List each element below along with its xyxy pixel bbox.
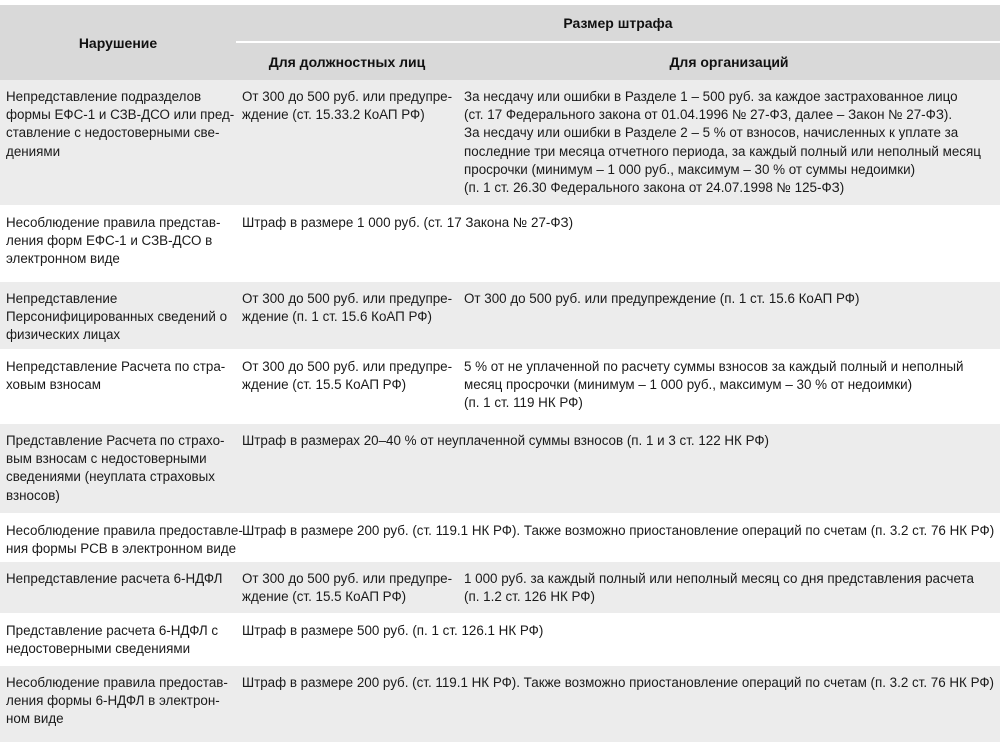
fine-merged-cell-line: Штраф в размере 1 000 руб. (ст. 17 Закона № 27-ФЗ) — [242, 215, 574, 230]
table-row — [0, 424, 1000, 514]
violation-cell-line: Непредставление подразделов — [6, 89, 202, 104]
violation-cell-line: ном виде — [6, 711, 64, 727]
organizations-fine-cell-line: (п. 1 ст. 26.30 Федерального закона от 24.07.1998 № 125-ФЗ) — [464, 180, 845, 196]
violation-cell-line: дениями — [6, 143, 61, 159]
violation-cell-line: ставление с недостоверными све- — [6, 125, 220, 141]
organizations-fine-cell-line: (п. 1 ст. 119 НК РФ) — [464, 395, 583, 411]
violation-cell-line: ления форм ЕФС-1 и СЗВ-ДСО в — [6, 233, 213, 249]
organizations-fine-cell — [458, 562, 1000, 613]
violation-cell — [0, 282, 236, 349]
organizations-fine-cell-line: последние три месяца отчетного периода, за каждый полный или неполный месяц — [464, 143, 981, 159]
violation-cell-line: Непредставление Расчета по стра- — [6, 359, 226, 374]
organizations-fine-cell-line: За несдачу или ошибки в Разделе 1 – 500 руб. за каждое застрахованное лицо — [464, 89, 958, 104]
officials-fine-cell-line: ждение (ст. 15.5 КоАП РФ) — [242, 377, 407, 393]
organizations-fine-cell — [458, 80, 1000, 205]
officials-fine-cell-line: ждение (ст. 15.5 КоАП РФ) — [242, 589, 407, 605]
organizations-fine-cell-line: 5 % от не уплаченной по расчету суммы взносов за каждый полный и неполный — [464, 359, 964, 374]
header-officials: Для должностных лиц — [268, 53, 426, 70]
violation-cell-line: физических лицах — [6, 327, 121, 343]
table-row — [0, 282, 1000, 350]
fine-merged-cell — [236, 206, 1000, 281]
table-row — [0, 562, 1000, 614]
fine-merged-cell — [236, 666, 1000, 742]
organizations-fine-cell — [458, 350, 1000, 423]
violation-cell-line: Персонифицированных сведений о — [6, 309, 228, 325]
fine-merged-cell — [236, 514, 1000, 561]
officials-fine-cell-line: От 300 до 500 руб. или предупре- — [242, 89, 453, 104]
officials-fine-cell-line: ждение (п. 1 ст. 15.6 КоАП РФ) — [242, 309, 432, 325]
header-violation: Нарушение — [78, 34, 158, 51]
table-row — [0, 666, 1000, 743]
fine-merged-cell-line: Штраф в размере 500 руб. (п. 1 ст. 126.1 НК РФ) — [242, 623, 544, 638]
organizations-fine-cell-line: просрочки (минимум – 1 000 руб., максимум – 30 % от суммы недоимки) — [464, 161, 916, 177]
violation-cell-line: сведениями (неуплата страховых — [6, 469, 215, 485]
violation-cell — [0, 350, 236, 423]
violation-cell-line: вым взносам с недостоверными — [6, 451, 207, 467]
officials-fine-cell — [236, 562, 458, 613]
officials-fine-cell-line: От 300 до 500 руб. или предупре- — [242, 291, 453, 306]
table-row — [0, 206, 1000, 282]
violation-cell-line: недостоверными сведениями — [6, 641, 191, 657]
violation-cell-line: взносов) — [6, 487, 60, 503]
organizations-fine-cell-line: (п. 1.2 ст. 126 НК РФ) — [464, 589, 595, 605]
violation-cell — [0, 206, 236, 281]
fine-merged-cell-line: Штраф в размерах 20–40 % от неуплаченной суммы взносов (п. 1 и 3 ст. 122 НК РФ) — [242, 433, 769, 448]
table-row — [0, 614, 1000, 666]
officials-fine-cell-line: От 300 до 500 руб. или предупре- — [242, 571, 453, 586]
violation-cell — [0, 80, 236, 205]
fine-merged-cell — [236, 424, 1000, 513]
violation-cell — [0, 514, 243, 561]
violation-cell-line: ления формы 6-НДФЛ в электрон- — [6, 693, 220, 709]
table-body — [0, 80, 1000, 743]
violation-cell-line: Несоблюдение правила предостав- — [6, 675, 228, 690]
table-row — [0, 350, 1000, 424]
officials-fine-cell — [236, 80, 458, 205]
violation-cell — [0, 614, 236, 665]
officials-fine-cell — [236, 350, 458, 423]
officials-fine-cell-line: ждение (ст. 15.33.2 КоАП РФ) — [242, 107, 425, 123]
violation-cell-line: Непредставление — [6, 291, 118, 306]
organizations-fine-cell — [458, 282, 1000, 349]
officials-fine-cell — [236, 282, 458, 349]
header-fine-size: Размер штрафа — [563, 15, 673, 31]
organizations-fine-cell-line: За несдачу или ошибки в Разделе 2 – 5 % от взносов, начисленных к уплате за — [464, 125, 959, 141]
fine-merged-cell-line: Штраф в размере 200 руб. (ст. 119.1 НК РФ). Также возможно приостановление операций по счетам (п. 3.2 ст. 76 НК РФ) — [242, 523, 995, 538]
violation-cell-line: ния формы РСВ в электронном виде — [6, 541, 237, 557]
violation-cell-line: формы ЕФС-1 и СЗВ-ДСО или пред- — [6, 107, 235, 123]
header-organizations: Для организаций — [669, 53, 789, 70]
table-row — [0, 80, 1000, 206]
violation-cell-line: Представление Расчета по страхо- — [6, 433, 225, 448]
violation-cell-line: Представление расчета 6-НДФЛ с — [6, 623, 219, 638]
fine-merged-cell — [236, 614, 1000, 665]
organizations-fine-cell-line: месяц просрочки (минимум – 1 000 руб., максимум – 30 % от недоимки) — [464, 377, 913, 393]
officials-fine-cell-line: От 300 до 500 руб. или предупре- — [242, 359, 453, 374]
violation-cell — [0, 424, 236, 513]
organizations-fine-cell-line: (ст. 17 Федерального закона от 01.04.1996 № 27-ФЗ, далее – Закон № 27-ФЗ). — [464, 107, 953, 123]
fine-merged-cell-line: Штраф в размере 200 руб. (ст. 119.1 НК РФ). Также возможно приостановление операций по счетам (п. 3.2 ст. 76 НК РФ) — [241, 675, 994, 690]
organizations-fine-cell-line: 1 000 руб. за каждый полный или неполный месяц со дня представления расчета — [464, 571, 974, 586]
table-row — [0, 514, 1000, 562]
violation-cell-line: Несоблюдение правила предоставле- — [6, 523, 243, 538]
violation-cell-line: ховым взносам — [6, 377, 101, 393]
table-header — [0, 5, 1000, 80]
violation-cell-line: электронном виде — [6, 251, 120, 267]
violation-cell — [0, 562, 236, 613]
violation-cell-line: Несоблюдение правила представ- — [6, 215, 221, 230]
organizations-fine-cell-line: От 300 до 500 руб. или предупреждение (п. 1 ст. 15.6 КоАП РФ) — [464, 291, 860, 306]
violation-cell — [0, 666, 236, 742]
violation-cell-line: Непредставление расчета 6-НДФЛ — [6, 571, 223, 586]
